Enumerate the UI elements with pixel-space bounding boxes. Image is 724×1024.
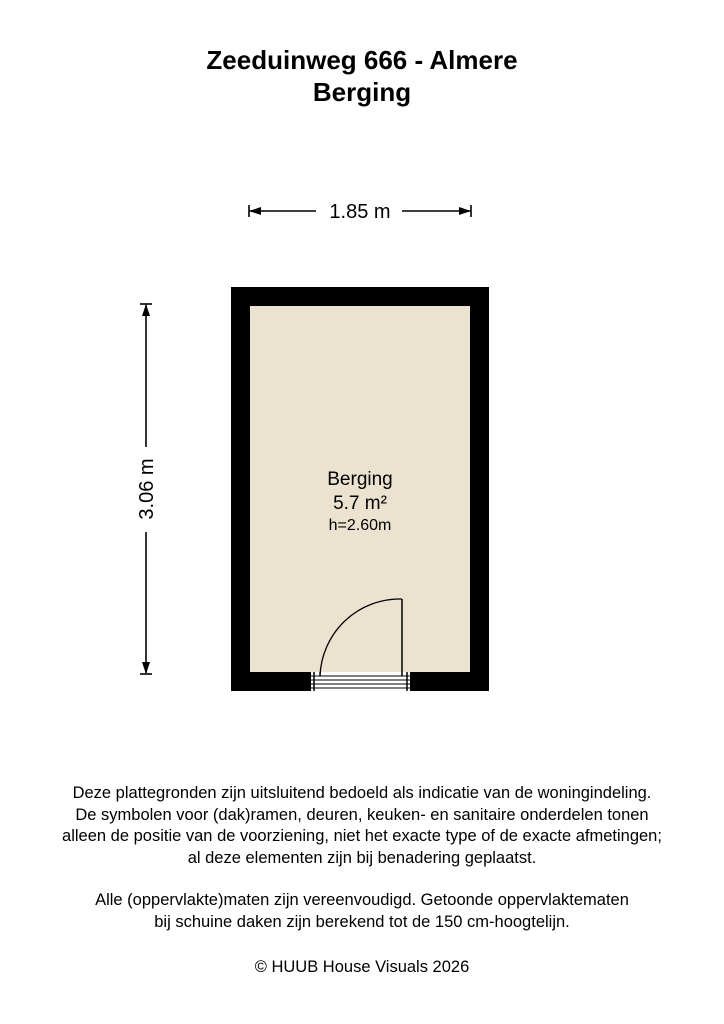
width-arrow-left-icon — [249, 207, 261, 215]
disclaimer-line: al deze elementen zijn bij benadering geplaatst. — [187, 848, 537, 867]
address-title: Zeeduinweg 666 - Almere — [206, 45, 518, 75]
disclaimer-line: De symbolen voor (dak)ramen, deuren, keuken- en sanitaire onderdelen tonen — [75, 805, 649, 824]
copyright-notice: © HUUB House Visuals 2026 — [254, 958, 470, 976]
disclaimer-line: bij schuine daken zijn berekend tot de 150 cm-hoogtelijn. — [154, 912, 570, 931]
disclaimer-text — [0, 783, 724, 933]
height-arrow-bottom-icon — [142, 662, 150, 674]
floor-title: Berging — [312, 77, 412, 107]
disclaimer-line: Alle (oppervlakte)maten zijn vereenvoudigd. Getoonde oppervlaktematen — [95, 891, 629, 909]
height-arrow-top-icon — [142, 304, 150, 316]
height-dimension — [136, 304, 158, 674]
disclaimer-line: alleen de positie van de voorziening, niet het exacte type of de exacte afmetingen; — [62, 827, 662, 845]
disclaimer-line: Deze plattegronden zijn uitsluitend bedoeld als indicatie van de woningindeling. — [72, 784, 652, 802]
height-dimension-label: 3.06 m — [136, 458, 158, 520]
room-area-label: 5.7 m² — [333, 493, 387, 514]
width-dimension-label: 1.85 m — [329, 201, 391, 223]
width-dimension — [249, 201, 471, 223]
room-name-label: Berging — [327, 469, 393, 490]
room-height-label: h=2.60m — [328, 517, 392, 534]
width-arrow-right-icon — [459, 207, 471, 215]
